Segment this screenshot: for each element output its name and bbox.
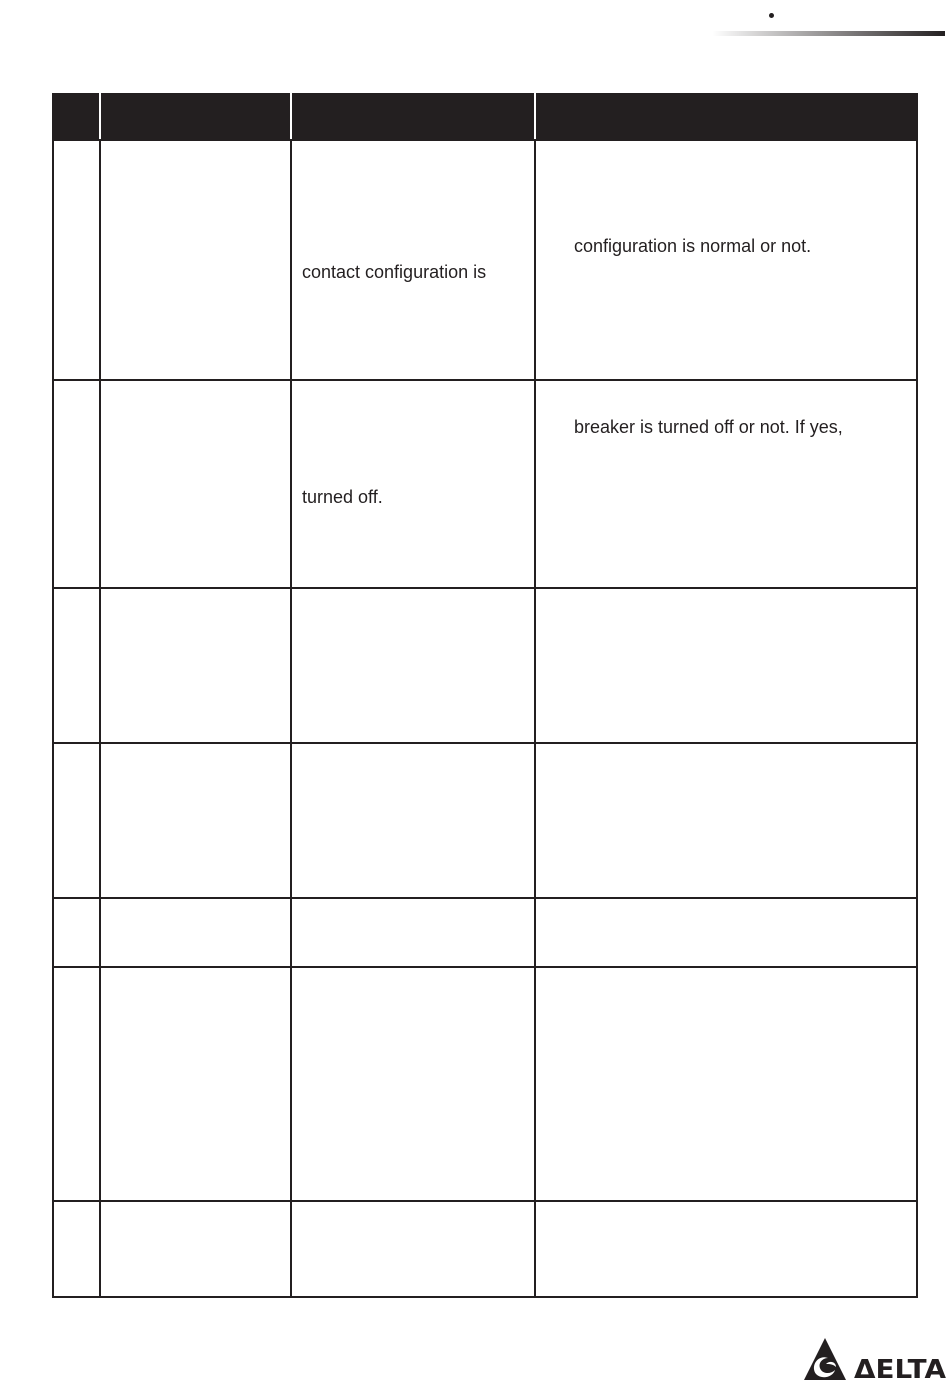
cell-problem	[100, 898, 291, 967]
troubleshooting-table	[52, 93, 918, 1298]
cell-problem	[100, 588, 291, 743]
table-row	[53, 588, 917, 743]
cell-cause	[291, 588, 535, 743]
cell-problem	[100, 380, 291, 588]
cell-solution	[535, 380, 917, 588]
cell-problem	[100, 967, 291, 1201]
cell-problem	[100, 1201, 291, 1297]
cause-text: turned off.	[302, 487, 383, 507]
cell-no	[53, 743, 100, 898]
cell-problem	[100, 140, 291, 380]
delta-logo-icon	[800, 1334, 948, 1382]
cell-cause	[291, 140, 535, 380]
cause-text: contact configuration is	[302, 262, 487, 282]
table-row	[53, 140, 917, 380]
bullet-dot-icon	[769, 13, 774, 18]
table-header-row	[53, 94, 917, 140]
solution-text: breaker is turned off or not. If yes,	[574, 417, 843, 437]
cell-no	[53, 588, 100, 743]
logo-wordmark: ΔELTA	[854, 1355, 946, 1382]
cell-solution	[535, 898, 917, 967]
table-row	[53, 1201, 917, 1297]
solution-text: configuration is normal or not.	[574, 236, 812, 256]
cell-problem	[100, 743, 291, 898]
cell-solution	[535, 743, 917, 898]
gradient-rule-icon	[712, 31, 945, 36]
cell-no	[53, 380, 100, 588]
cell-cause	[291, 898, 535, 967]
header-cell-problem	[100, 94, 291, 140]
table-row	[53, 743, 917, 898]
header-cell-no	[53, 94, 100, 140]
cell-no	[53, 967, 100, 1201]
header-cell-cause	[291, 94, 535, 140]
cell-solution	[535, 140, 917, 380]
cell-cause	[291, 967, 535, 1201]
header-cell-solution	[535, 94, 917, 140]
cell-no	[53, 898, 100, 967]
cell-no	[53, 140, 100, 380]
table-row	[53, 967, 917, 1201]
cell-solution	[535, 1201, 917, 1297]
table-row	[53, 898, 917, 967]
cell-cause	[291, 1201, 535, 1297]
table-row	[53, 380, 917, 588]
cell-cause	[291, 380, 535, 588]
cell-solution	[535, 588, 917, 743]
cell-solution	[535, 967, 917, 1201]
cell-cause	[291, 743, 535, 898]
table-header	[53, 94, 917, 140]
cell-no	[53, 1201, 100, 1297]
